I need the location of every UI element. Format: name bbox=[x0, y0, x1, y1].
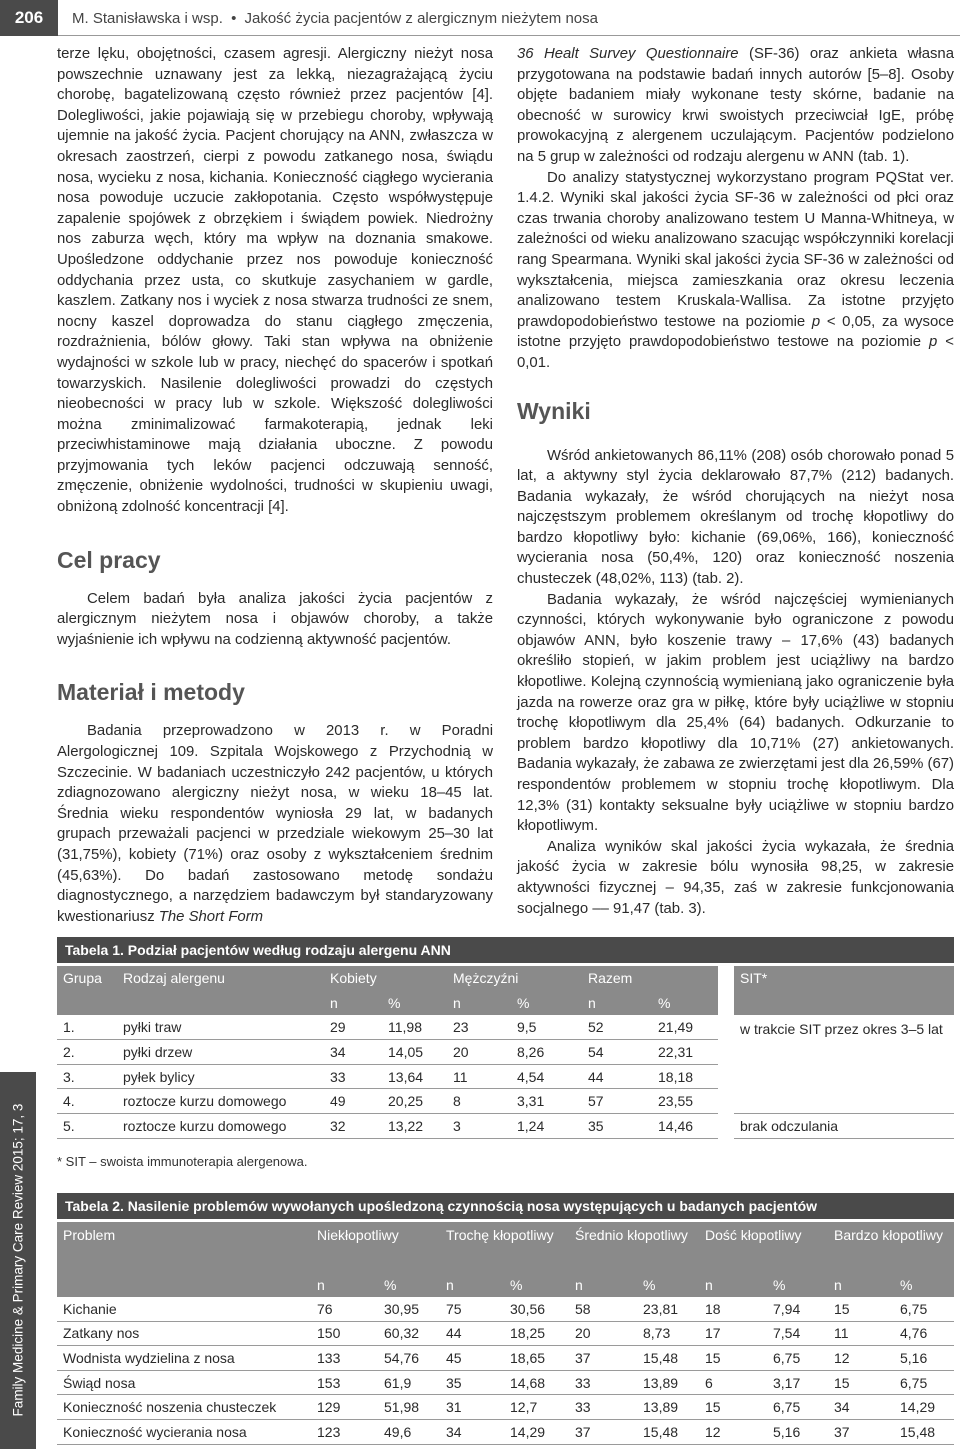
table-cell: 15,48 bbox=[894, 1420, 954, 1445]
table-cell: 12 bbox=[828, 1346, 894, 1371]
table2-header-cell: Trochę kłopotliwy bbox=[440, 1222, 569, 1272]
table-cell: 8,26 bbox=[511, 1040, 582, 1065]
table-cell: 20,25 bbox=[382, 1089, 447, 1114]
table1-header-cell: Rodzaj alergenu bbox=[117, 966, 324, 991]
table1 bbox=[57, 966, 954, 1139]
table1-caption: Tabela 1. Podział pacjentów według rodzaju alergenu ANN bbox=[57, 937, 954, 963]
table2-subheader-cell: % bbox=[378, 1272, 440, 1297]
table2-subheader-cell: n bbox=[440, 1272, 504, 1297]
table-cell: 14,68 bbox=[504, 1370, 569, 1395]
table-cell: 4,76 bbox=[894, 1321, 954, 1346]
table1-gap bbox=[718, 991, 734, 1016]
table-cell: 8 bbox=[447, 1089, 511, 1114]
table-cell: 61,9 bbox=[378, 1370, 440, 1395]
table-cell: 33 bbox=[569, 1395, 637, 1420]
heading-cel-pracy: Cel pracy bbox=[57, 546, 161, 573]
table1-subheader-empty bbox=[734, 991, 954, 1016]
table-cell: Kichanie bbox=[57, 1297, 311, 1322]
table-cell: roztocze kurzu domowego bbox=[117, 1114, 324, 1139]
table-cell: 18,25 bbox=[504, 1321, 569, 1346]
table-cell: 6,75 bbox=[767, 1395, 828, 1420]
table1-footnote: * SIT – swoista immunoterapia alergenowa. bbox=[57, 1154, 308, 1169]
table-cell: 49 bbox=[324, 1089, 382, 1114]
table1-gap bbox=[718, 966, 734, 991]
table-cell: 31 bbox=[440, 1395, 504, 1420]
statistics-paragraph bbox=[517, 168, 954, 374]
table-row bbox=[57, 1297, 954, 1322]
table-cell: Świąd nosa bbox=[57, 1370, 311, 1395]
table-cell: 14,29 bbox=[504, 1420, 569, 1445]
table2-header-cell: Bardzo kłopotliwy bbox=[828, 1222, 954, 1272]
table-cell: 76 bbox=[311, 1297, 378, 1322]
table2-subheader-cell: n bbox=[569, 1272, 637, 1297]
table-cell: 37 bbox=[569, 1346, 637, 1371]
table1-subheader-cell: % bbox=[511, 991, 582, 1016]
table1-subheader-row bbox=[57, 991, 954, 1016]
table-cell: 12,7 bbox=[504, 1395, 569, 1420]
table-cell: 18 bbox=[699, 1297, 767, 1322]
table-cell: 3,17 bbox=[767, 1370, 828, 1395]
table-cell: Zatkany nos bbox=[57, 1321, 311, 1346]
table-cell: Wodnista wydzielina z nosa bbox=[57, 1346, 311, 1371]
material-paragraph bbox=[57, 721, 493, 927]
table2-caption: Tabela 2. Nasilenie problemów wywołanych upośledzoną czynnością nosa występujących u badanych pacjentów bbox=[57, 1193, 954, 1219]
table1-header-row bbox=[57, 966, 954, 991]
table-cell: 2. bbox=[57, 1040, 117, 1065]
table-cell: 23,55 bbox=[652, 1089, 718, 1114]
table-cell: 34 bbox=[324, 1040, 382, 1065]
table-cell: 58 bbox=[569, 1297, 637, 1322]
table-row bbox=[57, 1321, 954, 1346]
table-cell: 18,18 bbox=[652, 1064, 718, 1089]
table-cell: 15,48 bbox=[637, 1420, 699, 1445]
table-cell: 14,46 bbox=[652, 1114, 718, 1139]
table2-header-cell: Średnio kłopotliwy bbox=[569, 1222, 699, 1272]
table1-subheader-cell: n bbox=[324, 991, 382, 1016]
header-separator: • bbox=[231, 9, 237, 27]
heading-wyniki: Wyniki bbox=[517, 397, 591, 424]
page-number: 206 bbox=[0, 0, 58, 36]
methods-continued-paragraph bbox=[517, 44, 954, 168]
table-cell: 54,76 bbox=[378, 1346, 440, 1371]
table1-subheader-cell: % bbox=[382, 991, 447, 1016]
table-cell: 6 bbox=[699, 1370, 767, 1395]
table2-subheader-cell: n bbox=[828, 1272, 894, 1297]
table-cell: 3 bbox=[447, 1114, 511, 1139]
table-cell: 6,75 bbox=[894, 1297, 954, 1322]
table-cell: 11 bbox=[447, 1064, 511, 1089]
table-cell: 37 bbox=[828, 1420, 894, 1445]
table1-gap bbox=[718, 1015, 734, 1040]
table-cell: pyłki traw bbox=[117, 1015, 324, 1040]
table1-header-cell: Kobiety bbox=[324, 966, 447, 991]
table-cell: 7,94 bbox=[767, 1297, 828, 1322]
table1-header-cell: Grupa bbox=[57, 966, 117, 991]
table2-subheader-cell: % bbox=[894, 1272, 954, 1297]
table2-subheader-row bbox=[57, 1272, 954, 1297]
table-row bbox=[57, 1395, 954, 1420]
table-cell: 153 bbox=[311, 1370, 378, 1395]
table-cell: 13,22 bbox=[382, 1114, 447, 1139]
table-cell: 33 bbox=[324, 1064, 382, 1089]
table2-subheader-cell: % bbox=[767, 1272, 828, 1297]
material-text: Badania przeprowadzono w 2013 r. w Poradni Alergologicznej 109. Szpitala Wojskowego z Przychodnią w Szczecinie. W badaniach uczestniczyło 242 pacjentów, u których zdiagnozowano alergiczny nieżyt nosa, w wieku 18–45 lat. Średnia wieku respondentów wyniosła 29 lat, w badanych grupach przeważali pacjenci w przedziale wiekowym 25–30 lat (31,75%), kobiety (71%) oraz osoby z wykształceniem średnim (45,63%). Do badań zastosowano metodę sondażu diagnostycznego, a narzędziem badawczym był standaryzowany kwestionariusz bbox=[57, 723, 493, 925]
table-cell: 150 bbox=[311, 1321, 378, 1346]
table1-subheader-empty bbox=[117, 991, 324, 1016]
table-cell: 34 bbox=[440, 1420, 504, 1445]
table1-subheader-cell: % bbox=[652, 991, 718, 1016]
sit-status-cell: w trakcie SIT przez okres 3–5 lat bbox=[734, 1015, 954, 1113]
table-cell: 32 bbox=[324, 1114, 382, 1139]
material-italic: The Short Form bbox=[158, 908, 264, 925]
table-cell: 33 bbox=[569, 1370, 637, 1395]
table-cell: 129 bbox=[311, 1395, 378, 1420]
table-cell: 54 bbox=[582, 1040, 652, 1065]
table-row bbox=[57, 1114, 954, 1139]
results-paragraph-3: Analiza wyników skal jakości życia wykazała, że średnia jakość życia w zakresie bólu wynosiła 98,25, w zakresie aktywności fizycznej – 94,35, zaś w zakresie funkcjonowania socjalnego –– 91,47 (tab. 3). bbox=[517, 838, 954, 917]
table-cell: 13,64 bbox=[382, 1064, 447, 1089]
table-cell: 52 bbox=[582, 1015, 652, 1040]
table1-subheader-cell: n bbox=[582, 991, 652, 1016]
table-cell: 17 bbox=[699, 1321, 767, 1346]
table-cell: 5,16 bbox=[894, 1346, 954, 1371]
table-cell: 15,48 bbox=[637, 1346, 699, 1371]
table2-header-cell: Niekłopotliwy bbox=[311, 1222, 440, 1272]
table-cell: 21,49 bbox=[652, 1015, 718, 1040]
table2-subheader-empty bbox=[57, 1272, 311, 1297]
table1-subheader-cell: n bbox=[447, 991, 511, 1016]
statistics-text-c: < 0,01. bbox=[517, 334, 954, 371]
table-cell: 30,95 bbox=[378, 1297, 440, 1322]
table-cell: 23 bbox=[447, 1015, 511, 1040]
results-paragraph-2: Badania wykazały, że wśród najczęściej wymienianych czynności, których wykonywanie było ograniczone z powodu objawów ANN, było koszenie trawy – 17,6% (43) badanych określiło stopień, w jakim problem jest uciążliwy na bardzo kłopotliwe. Kolejną czynnością wymienianą jako ograniczenie była jazda na rowerze oraz gra w piłkę, które były uciążliwe w stopniu trochę kłopotliwym dla 25,4% (64) badanych. Odkurzanie to problem bardzo kłopotliwy dla 10,71% (27) ankietowanych. Badania wykazały, że zabawa ze zwierzętami jest dla 26,59% (67) respondentów problemem w stopniu trochę kłopotliwym. Dla 12,3% (31) kontakty seksualne były uciążliwe w stopniu bardzo kłopotliwym. bbox=[517, 591, 954, 835]
journal-name-vertical: Family Medicine & Primary Care Review 2015; 17, 3 bbox=[10, 1103, 26, 1417]
table-cell: 3,31 bbox=[511, 1089, 582, 1114]
table-cell: Konieczność noszenia chusteczek bbox=[57, 1395, 311, 1420]
table-cell: 57 bbox=[582, 1089, 652, 1114]
table-cell: 3. bbox=[57, 1064, 117, 1089]
table1-gap bbox=[718, 1064, 734, 1089]
table-cell: 1,24 bbox=[511, 1114, 582, 1139]
table-cell: pyłek bylicy bbox=[117, 1064, 324, 1089]
table-cell: 44 bbox=[582, 1064, 652, 1089]
table-cell: 18,65 bbox=[504, 1346, 569, 1371]
table-cell: 60,32 bbox=[378, 1321, 440, 1346]
table-cell: roztocze kurzu domowego bbox=[117, 1089, 324, 1114]
table-cell: 6,75 bbox=[767, 1346, 828, 1371]
table-cell: 9,5 bbox=[511, 1015, 582, 1040]
table1-header-cell: Mężczyźni bbox=[447, 966, 582, 991]
table-cell: 133 bbox=[311, 1346, 378, 1371]
header-authors: M. Stanisławska i wsp. bbox=[72, 9, 223, 27]
table2 bbox=[57, 1222, 954, 1445]
table-cell: 7,54 bbox=[767, 1321, 828, 1346]
running-header bbox=[0, 0, 960, 36]
table-cell: 37 bbox=[569, 1420, 637, 1445]
table-cell: 75 bbox=[440, 1297, 504, 1322]
table-cell: 15 bbox=[699, 1346, 767, 1371]
table-cell: 5,16 bbox=[767, 1420, 828, 1445]
table-cell: 15 bbox=[828, 1297, 894, 1322]
intro-paragraph: terze lęku, obojętności, czasem agresji. Alergiczny nieżyt nosa powszechnie uznawany jest za lekką, niezagrażającą życiu chorobę, bagatelizowaną często również przez pacjentów [4]. Dolegliwości, jakie pojawiają się w przebiegu choroby, wpływają ujemnie na jakość życia. Pacjent chorujący na ANN, zwłaszcza w okresach zaostrzeń, cierpi z powodu zatkanego nosa, świądu nosa, wycieku z nosa, kichania. Konieczność ciągłego wycierania nosa powoduje uczucie zakłopotania. Często współwystępuje zapalenie spojówek z obrzękiem i świądem powiek. Niedrożny nos zaburza węch, który ma wpływ na doznania smakowe. Upośledzone oddychanie przez nos powoduje konieczność oddychania przez usta, co skutkuje zasychaniem w gardle, kaszlem. Zatkany nos i wyciek z nosa stwarza trudności ze snem, nocny kaszel doprowadza do stanu ciągłego zmęczenia, rozdrażnienia, bólów głowy. Taki stan wpływa na obniżenie wydajności w szkole lub w pracy, niechęć do spacerów i spotkań towarzyskich. Nasilenie dolegliwości prowadzi do częstych nieobecności w pracy lub w szkole. Większość dolegliwości można zminimalizować farmakoterapią, jednak leki przeciwhistaminowe mają działania uboczne. Z powodu przyjmowania tych leków pacjenci odczuwają senność, zmęczenie, obniżenie wydolności, trudności w skupieniu uwagi, obniżoną zdolność koncentracji [4]. bbox=[57, 46, 493, 516]
table-cell: 14,29 bbox=[894, 1395, 954, 1420]
table-cell: 123 bbox=[311, 1420, 378, 1445]
table-cell: 20 bbox=[447, 1040, 511, 1065]
p-symbol: p bbox=[929, 334, 938, 351]
table-cell: 5. bbox=[57, 1114, 117, 1139]
results-paragraph-1: Wśród ankietowanych 86,11% (208) osób chorowało ponad 5 lat, a aktywny styl życia deklarowało 87,7% (212) badanych. Badania wykazały, że wśród chorujących na nieżyt nosa najczęstszym problemem określanym od trochę kłopotliwy do bardzo kłopotliwy było: kichanie (69,06%, 166), konieczność wycierania nosa (50,4%, 120) oraz konieczność noszenia chusteczek (48,02%, 113) (tab. 2). bbox=[517, 447, 954, 588]
statistics-text-a: Do analizy statystycznej wykorzystano program PQStat ver. 1.4.2. Wyniki skal jakości życia SF-36 w zależności od płci oraz czas trwania choroby analizowano testem U Manna-Whitneya, w zależności od wieku analizowano szacując współczynniki korelacji rang Spearmana. Wyniki skal jakości życia SF-36 w zależności od wykształcenia, miejsca zamieszkania oraz okresu leczenia analizowano testem Kruskala-Wallisa. Za istotne przyjęto prawdopodobieństwo testowe na poziomie bbox=[517, 169, 954, 330]
table-row bbox=[57, 1370, 954, 1395]
table1-header-cell: Razem bbox=[582, 966, 718, 991]
table-row bbox=[57, 1346, 954, 1371]
table-cell: 44 bbox=[440, 1321, 504, 1346]
table-cell: 15 bbox=[699, 1395, 767, 1420]
table-cell: 12 bbox=[699, 1420, 767, 1445]
table1-gap bbox=[718, 1089, 734, 1114]
table-cell: 4,54 bbox=[511, 1064, 582, 1089]
methods-continued-text: (SF-36) oraz ankieta własna przygotowana na podstawie badań innych autorów [5–8]. Osoby objęte badaniem miały wykonane testy skórne, badanie na obecność w surowicy krwi swoistych przeciwciał IgE, próbę prowokacyjną z alergenem uczulającym. Pacjentów podzielono na 5 grup w zależności od rodzaju alergenu w ANN (tab. 1). bbox=[517, 46, 954, 165]
table-cell: 30,56 bbox=[504, 1297, 569, 1322]
right-column bbox=[517, 44, 954, 919]
table-cell: 13,89 bbox=[637, 1395, 699, 1420]
table-cell: 14,05 bbox=[382, 1040, 447, 1065]
table-cell: 11,98 bbox=[382, 1015, 447, 1040]
table-cell: 1. bbox=[57, 1015, 117, 1040]
table-cell: 35 bbox=[582, 1114, 652, 1139]
running-head bbox=[58, 10, 598, 27]
table-cell: pyłki drzew bbox=[117, 1040, 324, 1065]
table-cell: 51,98 bbox=[378, 1395, 440, 1420]
heading-material-i-metody: Materiał i metody bbox=[57, 679, 245, 706]
table-cell: 23,81 bbox=[637, 1297, 699, 1322]
table1-gap bbox=[718, 1114, 734, 1139]
table-cell: 8,73 bbox=[637, 1321, 699, 1346]
table-cell: 29 bbox=[324, 1015, 382, 1040]
cel-paragraph: Celem badań była analiza jakości życia pacjentów z alergicznym nieżytem nosa i objawów choroby, a także wyjaśnienie ich wpływu na codzienną aktywność pacjentów. bbox=[57, 590, 493, 648]
table-cell: 34 bbox=[828, 1395, 894, 1420]
table1-subheader-empty bbox=[57, 991, 117, 1016]
table-cell: 11 bbox=[828, 1321, 894, 1346]
p-symbol: p bbox=[811, 313, 821, 330]
table2-subheader-cell: % bbox=[637, 1272, 699, 1297]
header-article-title: Jakość życia pacjentów z alergicznym nieżytem nosa bbox=[244, 9, 598, 27]
table-cell: Konieczność wycierania nosa bbox=[57, 1420, 311, 1445]
table2-subheader-cell: n bbox=[311, 1272, 378, 1297]
table-cell: 15 bbox=[828, 1370, 894, 1395]
header-rule bbox=[58, 35, 960, 36]
statistics-text-b: < 0,05, za wysoce istotne przyjęto prawdopodobieństwo testowe na poziomie bbox=[517, 313, 954, 351]
table1-header-cell: SIT* bbox=[734, 966, 954, 991]
table-cell: 22,31 bbox=[652, 1040, 718, 1065]
sit-status-cell: brak odczulania bbox=[734, 1114, 954, 1139]
table-cell: 49,6 bbox=[378, 1420, 440, 1445]
left-column bbox=[57, 44, 493, 927]
table-cell: 13,89 bbox=[637, 1370, 699, 1395]
table-cell: 4. bbox=[57, 1089, 117, 1114]
table-cell: 6,75 bbox=[894, 1370, 954, 1395]
table1-gap bbox=[718, 1040, 734, 1065]
table2-subheader-cell: % bbox=[504, 1272, 569, 1297]
table2-header-row bbox=[57, 1222, 954, 1272]
table-row bbox=[57, 1420, 954, 1445]
sf36-title-italic: 36 Healt Survey Questionnaire bbox=[517, 46, 739, 62]
table-cell: 45 bbox=[440, 1346, 504, 1371]
table-cell: 20 bbox=[569, 1321, 637, 1346]
table2-header-cell: Problem bbox=[57, 1222, 311, 1272]
table-cell: 35 bbox=[440, 1370, 504, 1395]
table-row bbox=[57, 1015, 954, 1040]
table2-subheader-cell: n bbox=[699, 1272, 767, 1297]
table2-header-cell: Dość kłopotliwy bbox=[699, 1222, 828, 1272]
